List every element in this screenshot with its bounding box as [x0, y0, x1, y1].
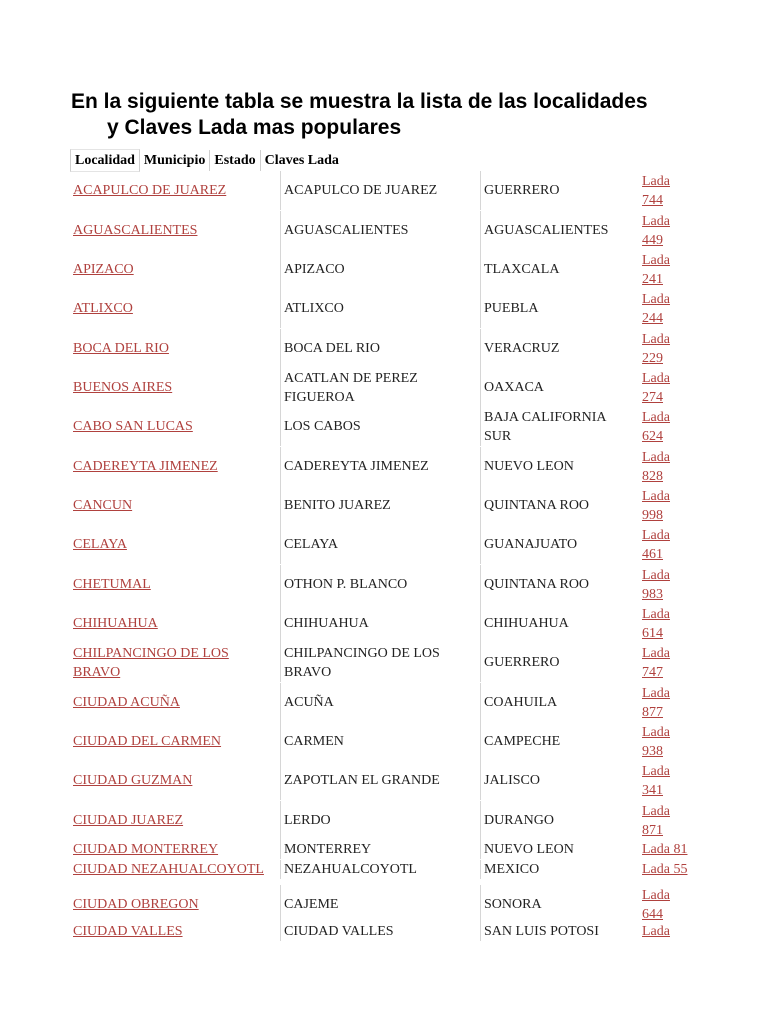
- municipio-text: ZAPOTLAN EL GRANDE: [284, 773, 440, 788]
- municipio-text: ACUÑA: [284, 695, 334, 710]
- lada-link[interactable]: Lada 877: [642, 685, 670, 720]
- cell-localidad: [73, 447, 278, 486]
- estado-text: NUEVO LEON: [484, 842, 574, 857]
- cell-municipio: [280, 486, 476, 525]
- header-claves-lada: Claves Lada: [264, 153, 339, 168]
- cell-lada: [642, 922, 702, 941]
- cell-lada: [642, 722, 702, 761]
- cell-lada: [642, 289, 702, 328]
- cell-municipio: [280, 250, 476, 289]
- cell-localidad: [73, 761, 278, 800]
- municipio-text: LERDO: [284, 813, 331, 828]
- localidad-link[interactable]: CHIHUAHUA: [73, 616, 158, 631]
- estado-text: MEXICO: [484, 862, 540, 877]
- estado-text: VERACRUZ: [484, 341, 560, 356]
- cell-lada: [642, 761, 702, 800]
- lada-link[interactable]: Lada: [642, 924, 670, 939]
- table-row: [0, 289, 768, 328]
- table-row: [0, 368, 768, 407]
- cell-estado: [480, 525, 636, 564]
- header-localidad: Localidad: [70, 149, 140, 172]
- cell-estado: [480, 885, 636, 924]
- table-row: [0, 171, 768, 210]
- cell-localidad: [73, 722, 278, 761]
- table-row: [0, 407, 768, 446]
- header-municipio: Municipio: [140, 150, 210, 171]
- cell-municipio: [280, 885, 476, 924]
- lada-link[interactable]: Lada 614: [642, 606, 670, 641]
- lada-link[interactable]: Lada 624: [642, 409, 670, 444]
- cell-estado: [480, 604, 636, 643]
- table-header: [70, 149, 343, 172]
- municipio-text: ATLIXCO: [284, 301, 344, 316]
- cell-lada: [642, 683, 702, 722]
- table-row: [0, 329, 768, 368]
- lada-link[interactable]: Lada 747: [642, 645, 670, 680]
- cell-estado: [480, 860, 636, 879]
- lada-link[interactable]: Lada 983: [642, 567, 670, 602]
- table-row: [0, 922, 768, 941]
- cell-lada: [642, 525, 702, 564]
- cell-lada: [642, 885, 702, 924]
- estado-text: TLAXCALA: [484, 262, 560, 277]
- cell-municipio: [280, 683, 476, 722]
- cell-estado: [480, 722, 636, 761]
- municipio-text: MONTERREY: [284, 842, 372, 857]
- cell-municipio: [280, 860, 476, 879]
- cell-localidad: [73, 250, 278, 289]
- cell-municipio: [280, 761, 476, 800]
- table-row: [0, 840, 768, 859]
- table-row: [0, 860, 768, 879]
- table-row: [0, 447, 768, 486]
- table-row: [0, 643, 768, 682]
- estado-text: QUINTANA ROO: [484, 577, 590, 592]
- municipio-text: OTHON P. BLANCO: [284, 577, 408, 592]
- cell-localidad: [73, 565, 278, 604]
- estado-text: BAJA CALIFORNIA SUR: [484, 409, 606, 444]
- localidad-link[interactable]: ACAPULCO DE JUAREZ: [73, 183, 227, 198]
- cell-estado: [480, 447, 636, 486]
- cell-lada: [642, 329, 702, 368]
- table-row: [0, 722, 768, 761]
- lada-link[interactable]: Lada 449: [642, 213, 670, 248]
- estado-text: CAMPECHE: [484, 734, 561, 749]
- municipio-text: CHILPANCINGO DE LOS BRAVO: [284, 645, 440, 680]
- cell-estado: [480, 643, 636, 682]
- cell-estado: [480, 171, 636, 210]
- localidad-link[interactable]: CIUDAD ACUÑA: [73, 695, 180, 710]
- localidad-link[interactable]: CHETUMAL: [73, 577, 151, 592]
- cell-lada: [642, 368, 702, 407]
- estado-text: NUEVO LEON: [484, 459, 574, 474]
- lada-link[interactable]: Lada 998: [642, 488, 670, 523]
- cell-localidad: [73, 407, 278, 446]
- lada-link[interactable]: Lada 871: [642, 803, 670, 838]
- municipio-text: AGUASCALIENTES: [284, 223, 409, 238]
- estado-text: SONORA: [484, 897, 542, 912]
- cell-localidad: [73, 486, 278, 525]
- page-title-line-1: En la siguiente tabla se muestra la lista de las localidades: [71, 90, 648, 113]
- estado-text: CHIHUAHUA: [484, 616, 569, 631]
- cell-estado: [480, 565, 636, 604]
- localidad-link[interactable]: CANCUN: [73, 498, 133, 513]
- lada-link[interactable]: Lada 461: [642, 527, 670, 562]
- localidad-link[interactable]: BUENOS AIRES: [73, 380, 173, 395]
- estado-text: PUEBLA: [484, 301, 539, 316]
- localidad-link[interactable]: ATLIXCO: [73, 301, 133, 316]
- cell-municipio: [280, 565, 476, 604]
- cell-lada: [642, 250, 702, 289]
- cell-localidad: [73, 211, 278, 250]
- cell-lada: [642, 840, 702, 859]
- lada-link[interactable]: Lada 81: [642, 842, 688, 857]
- municipio-text: BENITO JUAREZ: [284, 498, 391, 513]
- cell-estado: [480, 211, 636, 250]
- municipio-text: APIZACO: [284, 262, 345, 277]
- municipio-text: CELAYA: [284, 537, 338, 552]
- localidad-link[interactable]: CIUDAD VALLES: [73, 924, 183, 939]
- cell-estado: [480, 329, 636, 368]
- cell-localidad: [73, 860, 278, 879]
- cell-municipio: [280, 801, 476, 840]
- estado-text: GUANAJUATO: [484, 537, 578, 552]
- lada-link[interactable]: Lada 241: [642, 252, 670, 287]
- cell-localidad: [73, 368, 278, 407]
- municipio-text: CARMEN: [284, 734, 344, 749]
- cell-municipio: [280, 722, 476, 761]
- cell-municipio: [280, 840, 476, 859]
- cell-estado: [480, 683, 636, 722]
- cell-lada: [642, 211, 702, 250]
- estado-text: JALISCO: [484, 773, 541, 788]
- cell-lada: [642, 171, 702, 210]
- table-row: [0, 604, 768, 643]
- cell-lada: [642, 860, 702, 879]
- cell-localidad: [73, 171, 278, 210]
- cell-estado: [480, 922, 636, 941]
- cell-estado: [480, 289, 636, 328]
- estado-text: DURANGO: [484, 813, 554, 828]
- cell-municipio: [280, 643, 476, 682]
- cell-lada: [642, 407, 702, 446]
- municipio-text: NEZAHUALCOYOTL: [284, 862, 417, 877]
- localidad-link[interactable]: CIUDAD MONTERREY: [73, 842, 219, 857]
- table-row: [0, 211, 768, 250]
- cell-municipio: [280, 211, 476, 250]
- cell-municipio: [280, 329, 476, 368]
- localidad-link[interactable]: CADEREYTA JIMENEZ: [73, 459, 218, 474]
- cell-lada: [642, 643, 702, 682]
- localidad-link[interactable]: CELAYA: [73, 537, 127, 552]
- cell-estado: [480, 840, 636, 859]
- localidad-link[interactable]: CIUDAD DEL CARMEN: [73, 734, 222, 749]
- table-row: [0, 250, 768, 289]
- cell-municipio: [280, 368, 476, 407]
- lada-link[interactable]: Lada 644: [642, 887, 670, 922]
- cell-municipio: [280, 604, 476, 643]
- table-row: [0, 565, 768, 604]
- cell-municipio: [280, 525, 476, 564]
- lada-link[interactable]: Lada 274: [642, 370, 670, 405]
- localidad-link[interactable]: CHILPANCINGO DE LOS BRAVO: [73, 645, 229, 680]
- localidad-link[interactable]: APIZACO: [73, 262, 134, 277]
- cell-estado: [480, 761, 636, 800]
- estado-text: GUERRERO: [484, 655, 560, 670]
- cell-estado: [480, 486, 636, 525]
- estado-text: OAXACA: [484, 380, 544, 395]
- table-row: [0, 525, 768, 564]
- localidad-link[interactable]: BOCA DEL RIO: [73, 341, 169, 356]
- lada-link[interactable]: Lada 341: [642, 763, 670, 798]
- header-estado: Estado: [210, 150, 260, 171]
- localidad-link[interactable]: AGUASCALIENTES: [73, 223, 198, 238]
- cell-localidad: [73, 643, 278, 682]
- page-title-line-2: y Claves Lada mas populares: [107, 116, 402, 139]
- table-row: [0, 761, 768, 800]
- lada-link[interactable]: Lada 244: [642, 291, 670, 326]
- table-row: [0, 885, 768, 924]
- page-title: [71, 89, 711, 141]
- localidad-link[interactable]: CIUDAD JUAREZ: [73, 813, 184, 828]
- lada-link[interactable]: Lada 229: [642, 331, 670, 366]
- cell-localidad: [73, 885, 278, 924]
- municipio-text: CIUDAD VALLES: [284, 924, 394, 939]
- localidad-link[interactable]: CIUDAD NEZAHUALCOYOTL: [73, 862, 264, 877]
- cell-localidad: [73, 801, 278, 840]
- cell-localidad: [73, 525, 278, 564]
- cell-localidad: [73, 840, 278, 859]
- cell-lada: [642, 447, 702, 486]
- municipio-text: CHIHUAHUA: [284, 616, 369, 631]
- municipio-text: LOS CABOS: [284, 419, 361, 434]
- cell-lada: [642, 565, 702, 604]
- lada-link[interactable]: Lada 55: [642, 862, 688, 877]
- cell-localidad: [73, 922, 278, 941]
- localidad-link[interactable]: CIUDAD OBREGON: [73, 897, 199, 912]
- cell-municipio: [280, 407, 476, 446]
- municipio-text: CAJEME: [284, 897, 339, 912]
- lada-link[interactable]: Lada 828: [642, 449, 670, 484]
- cell-estado: [480, 368, 636, 407]
- cell-lada: [642, 604, 702, 643]
- table-row: [0, 801, 768, 840]
- municipio-text: BOCA DEL RIO: [284, 341, 380, 356]
- municipio-text: CADEREYTA JIMENEZ: [284, 459, 429, 474]
- cell-localidad: [73, 289, 278, 328]
- lada-link[interactable]: Lada 938: [642, 724, 670, 759]
- cell-localidad: [73, 604, 278, 643]
- cell-municipio: [280, 447, 476, 486]
- cell-estado: [480, 250, 636, 289]
- estado-text: SAN LUIS POTOSI: [484, 924, 599, 939]
- table-row: [0, 683, 768, 722]
- cell-municipio: [280, 171, 476, 210]
- cell-localidad: [73, 683, 278, 722]
- lada-link[interactable]: Lada 744: [642, 173, 670, 208]
- cell-estado: [480, 407, 636, 446]
- cell-localidad: [73, 329, 278, 368]
- localidad-link[interactable]: CABO SAN LUCAS: [73, 419, 193, 434]
- cell-municipio: [280, 922, 476, 941]
- municipio-text: ACAPULCO DE JUAREZ: [284, 183, 438, 198]
- estado-text: GUERRERO: [484, 183, 560, 198]
- estado-text: AGUASCALIENTES: [484, 223, 609, 238]
- estado-text: COAHUILA: [484, 695, 558, 710]
- table-row: [0, 486, 768, 525]
- cell-municipio: [280, 289, 476, 328]
- cell-estado: [480, 801, 636, 840]
- cell-lada: [642, 801, 702, 840]
- localidad-link[interactable]: CIUDAD GUZMAN: [73, 773, 193, 788]
- municipio-text: ACATLAN DE PEREZ FIGUEROA: [284, 370, 418, 405]
- cell-lada: [642, 486, 702, 525]
- estado-text: QUINTANA ROO: [484, 498, 590, 513]
